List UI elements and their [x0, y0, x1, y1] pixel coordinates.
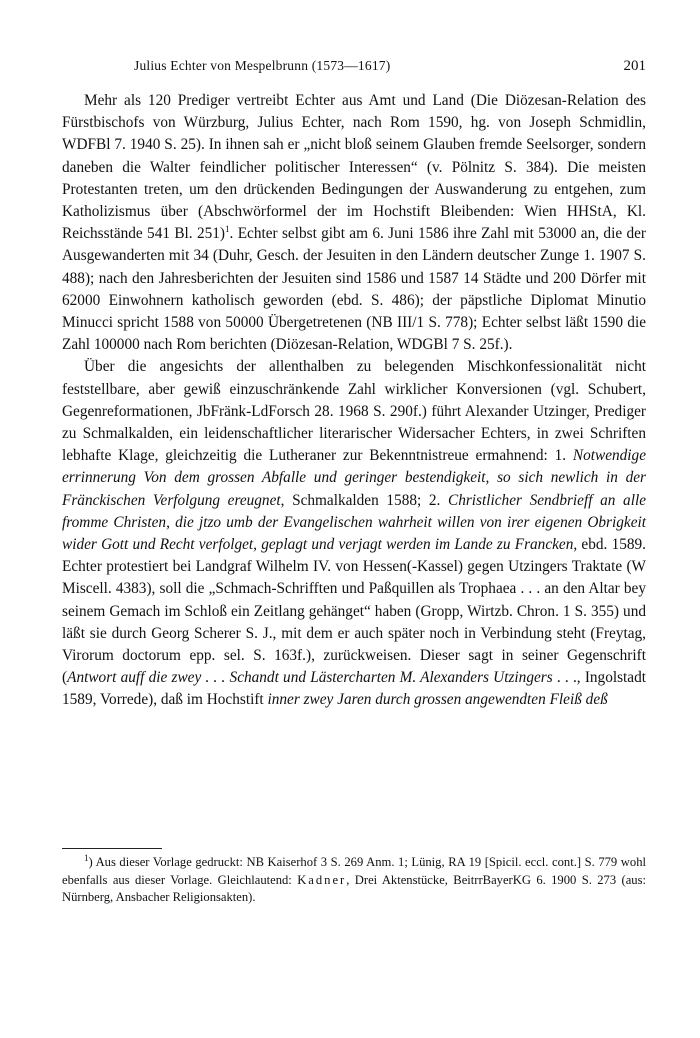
p2-text-a: Über die angesichts der allenthalben zu belegenden Mischkonfessionalität nicht feststellbare, aber gewiß einzuschränkende Zahl wirklicher Konversionen (vgl. Schubert, Gegenreformationen, JbFränk-LdForsch 28. 1968 S. 290f.) führt Alexander Utzinger, Prediger zu Schmalkalden, ein leidenschaftlicher literarischer Widersacher Echters, in zwei Schriften lebhafte Klage, gleichzeitig die Lutheraner zur Bekenntnistreue ermahnend: 1. [62, 358, 646, 465]
p1-text-a: Mehr als 120 Prediger vertreibt Echter aus Amt und Land (Die Diözesan-Relation des Fürstbischofs von Würzburg, Julius Echter, nach Rom 1590, hg. von Joseph Schmidlin, WDFBl 7. 1940 S. 25). In ihnen sah er „nicht bloß seinem Glauben fremde Seelsorger, sondern daneben die Walter feindlicher politischer Interessen“ (v. Pölnitz S. 384). Die meisten Protestanten treten, um den drückenden Bedingungen der Auswanderung zu entgehen, zum Katholizismus über (Abschwörformel der im Hochstift Bleibenden: Wien HHStA, Kl. Reichsstände 541 Bl. 251) [62, 92, 646, 243]
p2-text-d: . . ., Ingolstadt 1589, Vorrede), daß im Hochstift [62, 669, 646, 709]
title-notwendige-errinnerung: Notwendige errinnerung Von dem grossen Abfalle und geringer bestendigkeit, so sich newlich in der Fränckischen Verfolgung ereugnet [62, 447, 646, 509]
footnote-1 [62, 854, 646, 907]
quote-inner-zwey-jaren: inner zwey Jaren durch grossen angewendten Fleiß deß [267, 691, 608, 709]
footnote-text-a: ) Aus dieser Vorlage gedruckt: NB Kaiserhof 3 S. 269 Anm. 1; Lünig, RA 19 [Spicil. eccl. cont.] S. 779 wohl ebenfalls aus dieser Vorlage. Gleichlautend: [62, 855, 646, 887]
title-antwort: Antwort auff die zwey . . . Schandt und Lästercharten M. Alexanders Utzingers [67, 669, 553, 687]
footnote-reference: 1 [225, 224, 230, 235]
p2-text-c: , ebd. 1589. Echter protestiert bei Landgraf Wilhelm IV. von Hessen(-Kassel) gegen Utzingers Traktate (W Miscell. 4383), soll die „Schmach-Schrifften und Paßquillen als Trophaea . . . an den Altar bey seinem Gemach im Schloß ein Zeitlang gehänget“ haben (Gropp, Wirtzb. Chron. 1 S. 355) und läßt sie durch Georg Scherer S. J., mit dem er auch später noch in Verbindung steht (Freytag, Virorum doctorum epp. sel. S. 163f.), zurückweisen. Dieser sagt in seiner Gegenschrift ( [62, 536, 646, 687]
p1-text-b: . Echter selbst gibt am 6. Juni 1586 ihre Zahl mit 53000 an, die der Ausgewanderten mit 34 (Duhr, Gesch. der Jesuiten in den Ländern deutscher Zunge 1. 1907 S. 488); nach den Jahresberichten der Jesuiten sind 1586 und 1587 14 Städte und 200 Dörfer mit 62000 Einwohnern katholisch geworden (ebd. S. 486); der päpstliche Diplomat Minutio Minucci spricht 1588 von 50000 Übergetretenen (NB III/1 S. 778); Echter selbst läßt 1590 die Zahl 100000 nach Rom berichten (Diözesan-Relation, WDGBl 7 S. 25f.). [62, 225, 646, 354]
main-text [62, 90, 646, 712]
title-christlicher-sendbrieff: Christlicher Sendbrieff an alle fromme Christen, die jtzo umb der Evangelischen wahrheit willen von irer eigenen Obrigkeit wider Gott und Recht verfolget, geplagt und verjagt werden im Lande zu Francken [62, 491, 646, 554]
footnote [62, 854, 646, 907]
footnote-marker: 1 [84, 852, 89, 863]
running-header [62, 58, 646, 78]
footnote-author: Kadner [297, 872, 347, 887]
p2-text-b: , Schmalkalden 1588; 2. [280, 491, 448, 509]
paragraph-1 [62, 90, 646, 356]
footnote-divider [62, 848, 162, 849]
running-title: Julius Echter von Mespelbrunn (1573—1617) [134, 58, 391, 73]
page-number: 201 [623, 58, 646, 74]
paragraph-2 [62, 356, 646, 711]
footnote-text-b: , Drei Aktenstücke, BeitrrBayerKG 6. 1900 S. 273 (aus: Nürnberg, Ansbacher Religionsakten). [62, 872, 646, 905]
